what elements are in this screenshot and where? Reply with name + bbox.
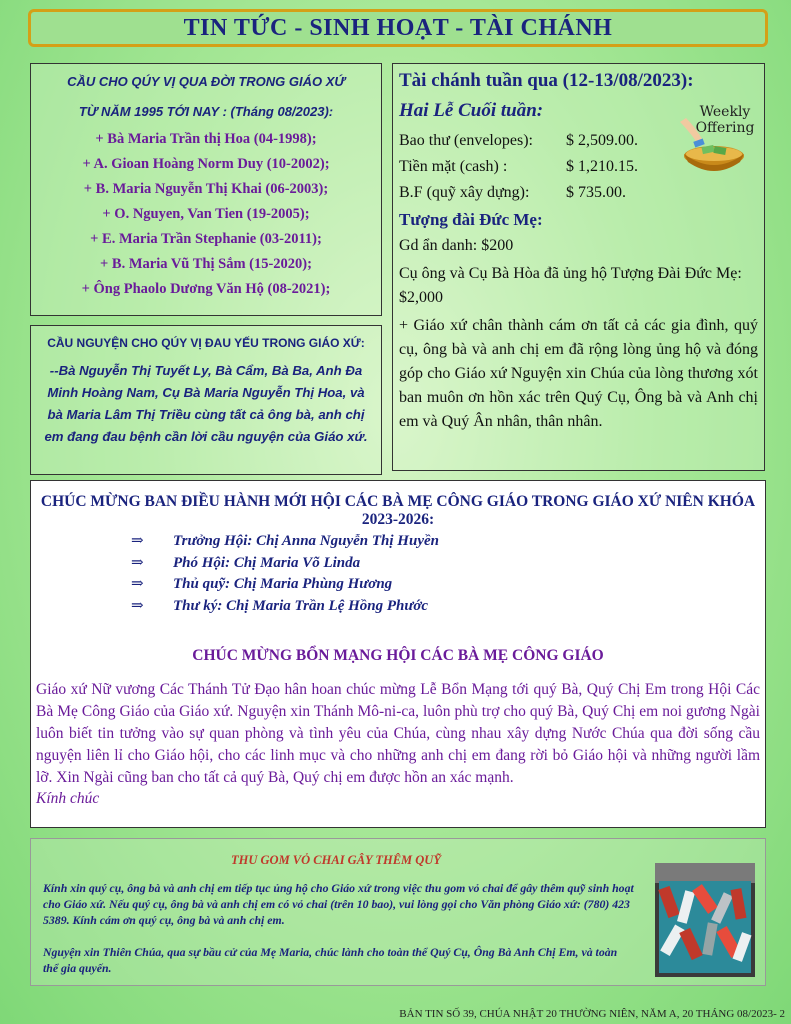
mothers-box (30, 480, 766, 828)
officer-text: Thư ký: Chị Maria Trần Lệ Hồng Phước (173, 597, 429, 614)
finance-row-label: Bao thư (envelopes): (399, 132, 533, 149)
list-item (131, 531, 765, 553)
finance-row-value: $ 1,210.15. (566, 158, 638, 175)
bottles-bin-icon (655, 863, 755, 977)
list-item: + B. Maria Nguyễn Thị Khai (06-2003); (83, 181, 329, 197)
bottles-paragraph-1: Kính xin quý cụ, ông bà và anh chị em tiếp tục ủng hộ cho Giáo xứ trong việc thu gom vỏ chai để gây thêm quỹ sinh hoạt cho Giáo xứ. Nếu quý cụ, ông bà và anh chị em có vỏ chai (trên 10 bao), vui lòng gọi cho Văn phòng Giáo xứ: (780) 423 5389. Kính cám ơn quý cụ, ông bà và anh chị em. (43, 881, 634, 927)
officer-text: Phó Hội: Chị Maria Võ Linda (173, 554, 361, 571)
offering-label-2: Offering (695, 120, 755, 136)
page-title: TIN TỨC - SINH HOẠT - TÀI CHÁNH (183, 14, 613, 41)
list-item: + Bà Maria Trần thị Hoa (04-1998); (95, 131, 317, 147)
deceased-subheading: TỪ NĂM 1995 TỚI NAY : (Tháng 08/2023): (78, 104, 334, 119)
deceased-box (30, 63, 382, 316)
patron-body: Giáo xứ Nữ vương Các Thánh Tử Đạo hân hoan chúc mừng Lễ Bổn Mạng tới quý Bà, Quý Chị Em trong Hội Các Bà Mẹ Công Giáo của Giáo xứ. Nguyện xin Thánh Mô-ni-ca, luôn phù trợ cho quý Bà, Quý Chị em noi gương Ngài luôn biết tin tưởng vào sự quan phòng và tình yêu của Chúa, cùng nhau xây dựng Nước Chúa qua đời sống cầu nguyện liên lỉ cho Giáo hội, cho các linh mục và cho những anh chị em đang rời bỏ Giáo hội và những người lầm lỡ. Xin Ngài cũng ban cho tất cả quý Bà, Quý chị em được hồn an xác mạnh. (36, 681, 760, 786)
offering-label-1: Weekly (699, 104, 751, 120)
patron-title: CHÚC MỪNG BỔN MẠNG HỘI CÁC BÀ MẸ CÔNG GIÁO (192, 647, 604, 664)
finance-row-building-fund (399, 180, 758, 206)
footer: BẢN TIN SỐ 39, CHÚA NHẬT 20 THƯỜNG NIÊN, NĂM A, 20 THÁNG 08/2023- 2 (399, 1008, 785, 1020)
list-item (131, 553, 765, 575)
sick-text: --Bà Nguyễn Thị Tuyết Ly, Bà Cẩm, Bà Ba, Anh Đa Minh Hoàng Nam, Cụ Bà Maria Nguyễn Thị Hoa, và bà Maria Lâm Thị Triều cùng tất cả ông bà, anh chị em đang đau bệnh cần lời cầu nguyện của Giáo xứ. (44, 363, 368, 444)
weekly-offering-image (676, 102, 756, 174)
finance-row-label: Tiền mặt (cash) : (399, 158, 508, 175)
bottles-title: THU GOM VỎ CHAI GÂY THÊM QUỸ (231, 853, 441, 867)
finance-row-label: B.F (quỹ xây dựng): (399, 184, 530, 201)
finance-box (392, 63, 765, 471)
list-item: + Ông Phaolo Dương Văn Hộ (08-2021); (81, 281, 331, 297)
arrow-icon: ⇒ (131, 554, 144, 571)
finance-subtitle: Hai Lễ Cuối tuần: (399, 100, 544, 121)
finance-row-value: $ 2,509.00. (566, 132, 638, 149)
patron-sign: Kính chúc (36, 790, 100, 807)
list-item: + E. Maria Trần Stephanie (03-2011); (90, 231, 322, 247)
bottles-box (30, 838, 766, 986)
officer-text: Thủ quỹ: Chị Maria Phùng Hương (173, 576, 393, 592)
deceased-heading: CẦU CHO QÚY VỊ QUA ĐỜI TRONG GIÁO XỨ (67, 74, 345, 89)
officer-text: Trưởng Hội: Chị Anna Nguyễn Thị Huyền (173, 533, 439, 549)
statue-line-2: Cụ ông và Cụ Bà Hòa đã ủng hộ Tượng Đài Đức Mẹ: $2,000 (399, 265, 742, 306)
statue-line-1: Gd ẩn danh: $200 (399, 237, 514, 254)
finance-thanks: + Giáo xứ chân thành cám ơn tất cả các gia đình, quý cụ, ông bà và anh chị em đã rộng lòng ủng hộ và đóng góp cho Giáo xứ Nguyện xin Chúa của lòng thương xót ban muôn ơn hồn xác trên Quý Cụ, Ông bà và Anh chị em và Quý Ân nhân, thân nhân. (399, 317, 758, 430)
list-item (131, 574, 765, 596)
title-bar (28, 9, 768, 47)
arrow-icon: ⇒ (131, 533, 144, 549)
arrow-icon: ⇒ (131, 597, 144, 614)
finance-title: Tài chánh tuần qua (12-13/08/2023): (399, 70, 694, 91)
list-item: + O. Nguyen, Van Tien (19-2005); (102, 206, 310, 222)
bottles-photo (655, 863, 755, 977)
deceased-list (31, 127, 381, 302)
mothers-title: CHÚC MỪNG BAN ĐIỀU HÀNH MỚI HỘI CÁC BÀ MẸ CÔNG GIÁO TRONG GIÁO XỨ NIÊN KHÓA 2023-2026: (40, 493, 756, 528)
list-item: + A. Gioan Hoàng Norm Duy (10-2002); (82, 156, 330, 172)
bottles-paragraph-2: Nguyện xin Thiên Chúa, qua sự bầu cử của Mẹ Maria, chúc lành cho toàn thể Quý Cụ, Ông Bà Anh Chị Em, và toàn thể gia quyến. (43, 945, 618, 975)
sick-box (30, 325, 382, 475)
statue-heading: Tượng đài Đức Mẹ: (399, 210, 543, 229)
sick-heading: CẦU NGUYỆN CHO QÚY VỊ ĐAU YẾU TRONG GIÁO XỨ: (47, 336, 365, 350)
list-item (131, 596, 765, 618)
list-item: + B. Maria Vũ Thị Sắm (15-2020); (100, 256, 312, 272)
arrow-icon: ⇒ (131, 576, 144, 592)
finance-row-value: $ 735.00. (566, 184, 626, 201)
officers-list (131, 531, 765, 617)
